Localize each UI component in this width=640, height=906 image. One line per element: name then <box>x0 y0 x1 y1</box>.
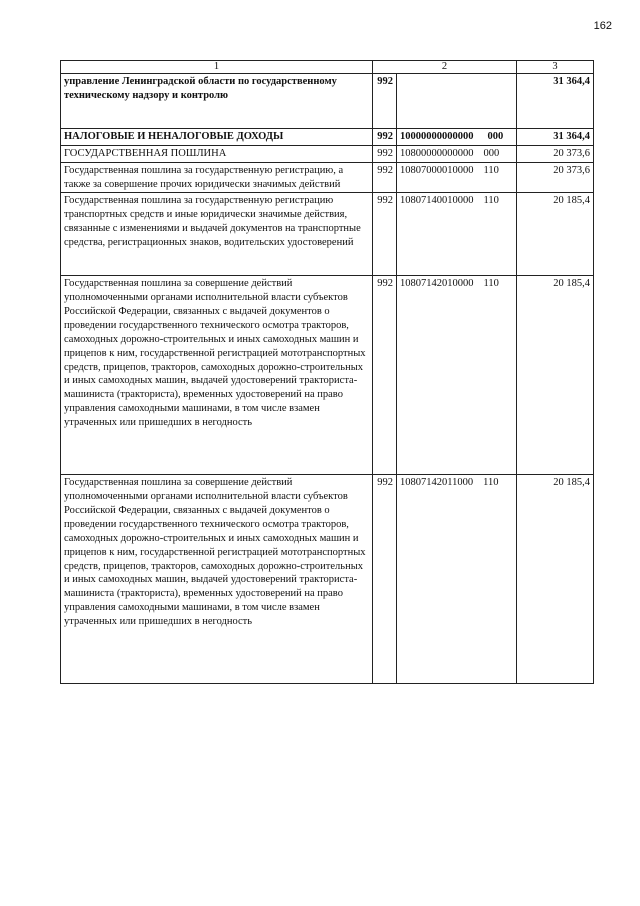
row-description: управление Ленинградской области по государственному техническому надзору и контролю <box>61 74 373 129</box>
row-admin-code: 992 <box>373 276 397 475</box>
row-code-type: 110 <box>483 195 499 207</box>
row-code-type: 000 <box>483 147 500 159</box>
revenue-table <box>60 60 594 684</box>
row-code-value: 10807142010000 <box>400 278 474 290</box>
row-code-value: 10807000010000 <box>400 164 474 176</box>
header-col-1: 1 <box>61 61 373 74</box>
row-code-type: 110 <box>483 477 499 489</box>
row-description: НАЛОГОВЫЕ И НЕНАЛОГОВЫЕ ДОХОДЫ <box>61 129 373 146</box>
row-description: Государственная пошлина за совершение действий уполномоченными органами исполнительной власти субъектов Российской Федерации, связанных с выдачей документов о проведении государственного технического осмотра тракторов, самоходных дорожно-строительных и иных самоходных машин и прицепов к ним, государственной регистрацией мототранспортных средств, прицепов, тракторов, самоходных дорожно-строительных и иных самоходных машин, выдачей удостоверений тракториста-машиниста (тракториста), временных удостоверений на право управления самоходными машинами, в том числе взамен утраченных или пришедших в негодность <box>61 276 373 475</box>
table-row <box>61 276 594 475</box>
row-budget-code <box>397 162 517 193</box>
row-budget-code <box>397 276 517 475</box>
table-row <box>61 475 594 684</box>
row-budget-code <box>397 74 517 129</box>
row-sum: 20 185,4 <box>517 193 594 276</box>
row-sum: 31 364,4 <box>517 74 594 129</box>
table-header-row <box>61 61 594 74</box>
row-description: Государственная пошлина за совершение действий уполномоченными органами исполнительной власти субъектов Российской Федерации, связанных с выдачей документов о проведении государственного технического осмотра тракторов, самоходных дорожно-строительных и иных самоходных машин и прицепов к ним, государственной регистрацией мототранспортных средств, прицепов, тракторов, самоходных дорожно-строительных и иных самоходных машин, выдачей удостоверений тракториста-машиниста (тракториста), временных удостоверений на право управления самоходными машинами, в том числе взамен утраченных или пришедших в негодность <box>61 475 373 684</box>
table-row <box>61 193 594 276</box>
row-admin-code: 992 <box>373 145 397 162</box>
header-col-3: 3 <box>517 61 594 74</box>
row-sum: 20 373,6 <box>517 162 594 193</box>
row-description: ГОСУДАРСТВЕННАЯ ПОШЛИНА <box>61 145 373 162</box>
table-row <box>61 129 594 146</box>
row-admin-code: 992 <box>373 129 397 146</box>
row-sum: 20 373,6 <box>517 145 594 162</box>
row-admin-code: 992 <box>373 162 397 193</box>
row-code-type: 110 <box>483 278 499 290</box>
row-code-value: 10800000000000 <box>400 147 474 159</box>
row-code-value: 10000000000000 <box>400 131 474 142</box>
row-budget-code <box>397 129 517 146</box>
row-sum: 20 185,4 <box>517 276 594 475</box>
table-row <box>61 162 594 193</box>
row-sum: 20 185,4 <box>517 475 594 684</box>
table-row <box>61 74 594 129</box>
row-admin-code: 992 <box>373 74 397 129</box>
row-code-type: 000 <box>487 131 504 142</box>
table-row <box>61 145 594 162</box>
row-code-value: 10807142011000 <box>400 477 474 489</box>
row-admin-code: 992 <box>373 475 397 684</box>
row-budget-code <box>397 145 517 162</box>
row-budget-code <box>397 193 517 276</box>
row-code-type: 110 <box>483 164 499 176</box>
row-description: Государственная пошлина за государственную регистрацию транспортных средств и иные юридически значимые действия, связанные с изменениями и выдачей документов на транспортные средства, регистрационных знаков, водительских удостоверений <box>61 193 373 276</box>
row-budget-code <box>397 475 517 684</box>
row-code-value: 10807140010000 <box>400 195 474 207</box>
row-sum: 31 364,4 <box>517 129 594 146</box>
header-col-2: 2 <box>373 61 517 74</box>
row-admin-code: 992 <box>373 193 397 276</box>
page-number: 162 <box>593 20 612 32</box>
row-description: Государственная пошлина за государственную регистрацию, а также за совершение прочих юридически значимых действий <box>61 162 373 193</box>
